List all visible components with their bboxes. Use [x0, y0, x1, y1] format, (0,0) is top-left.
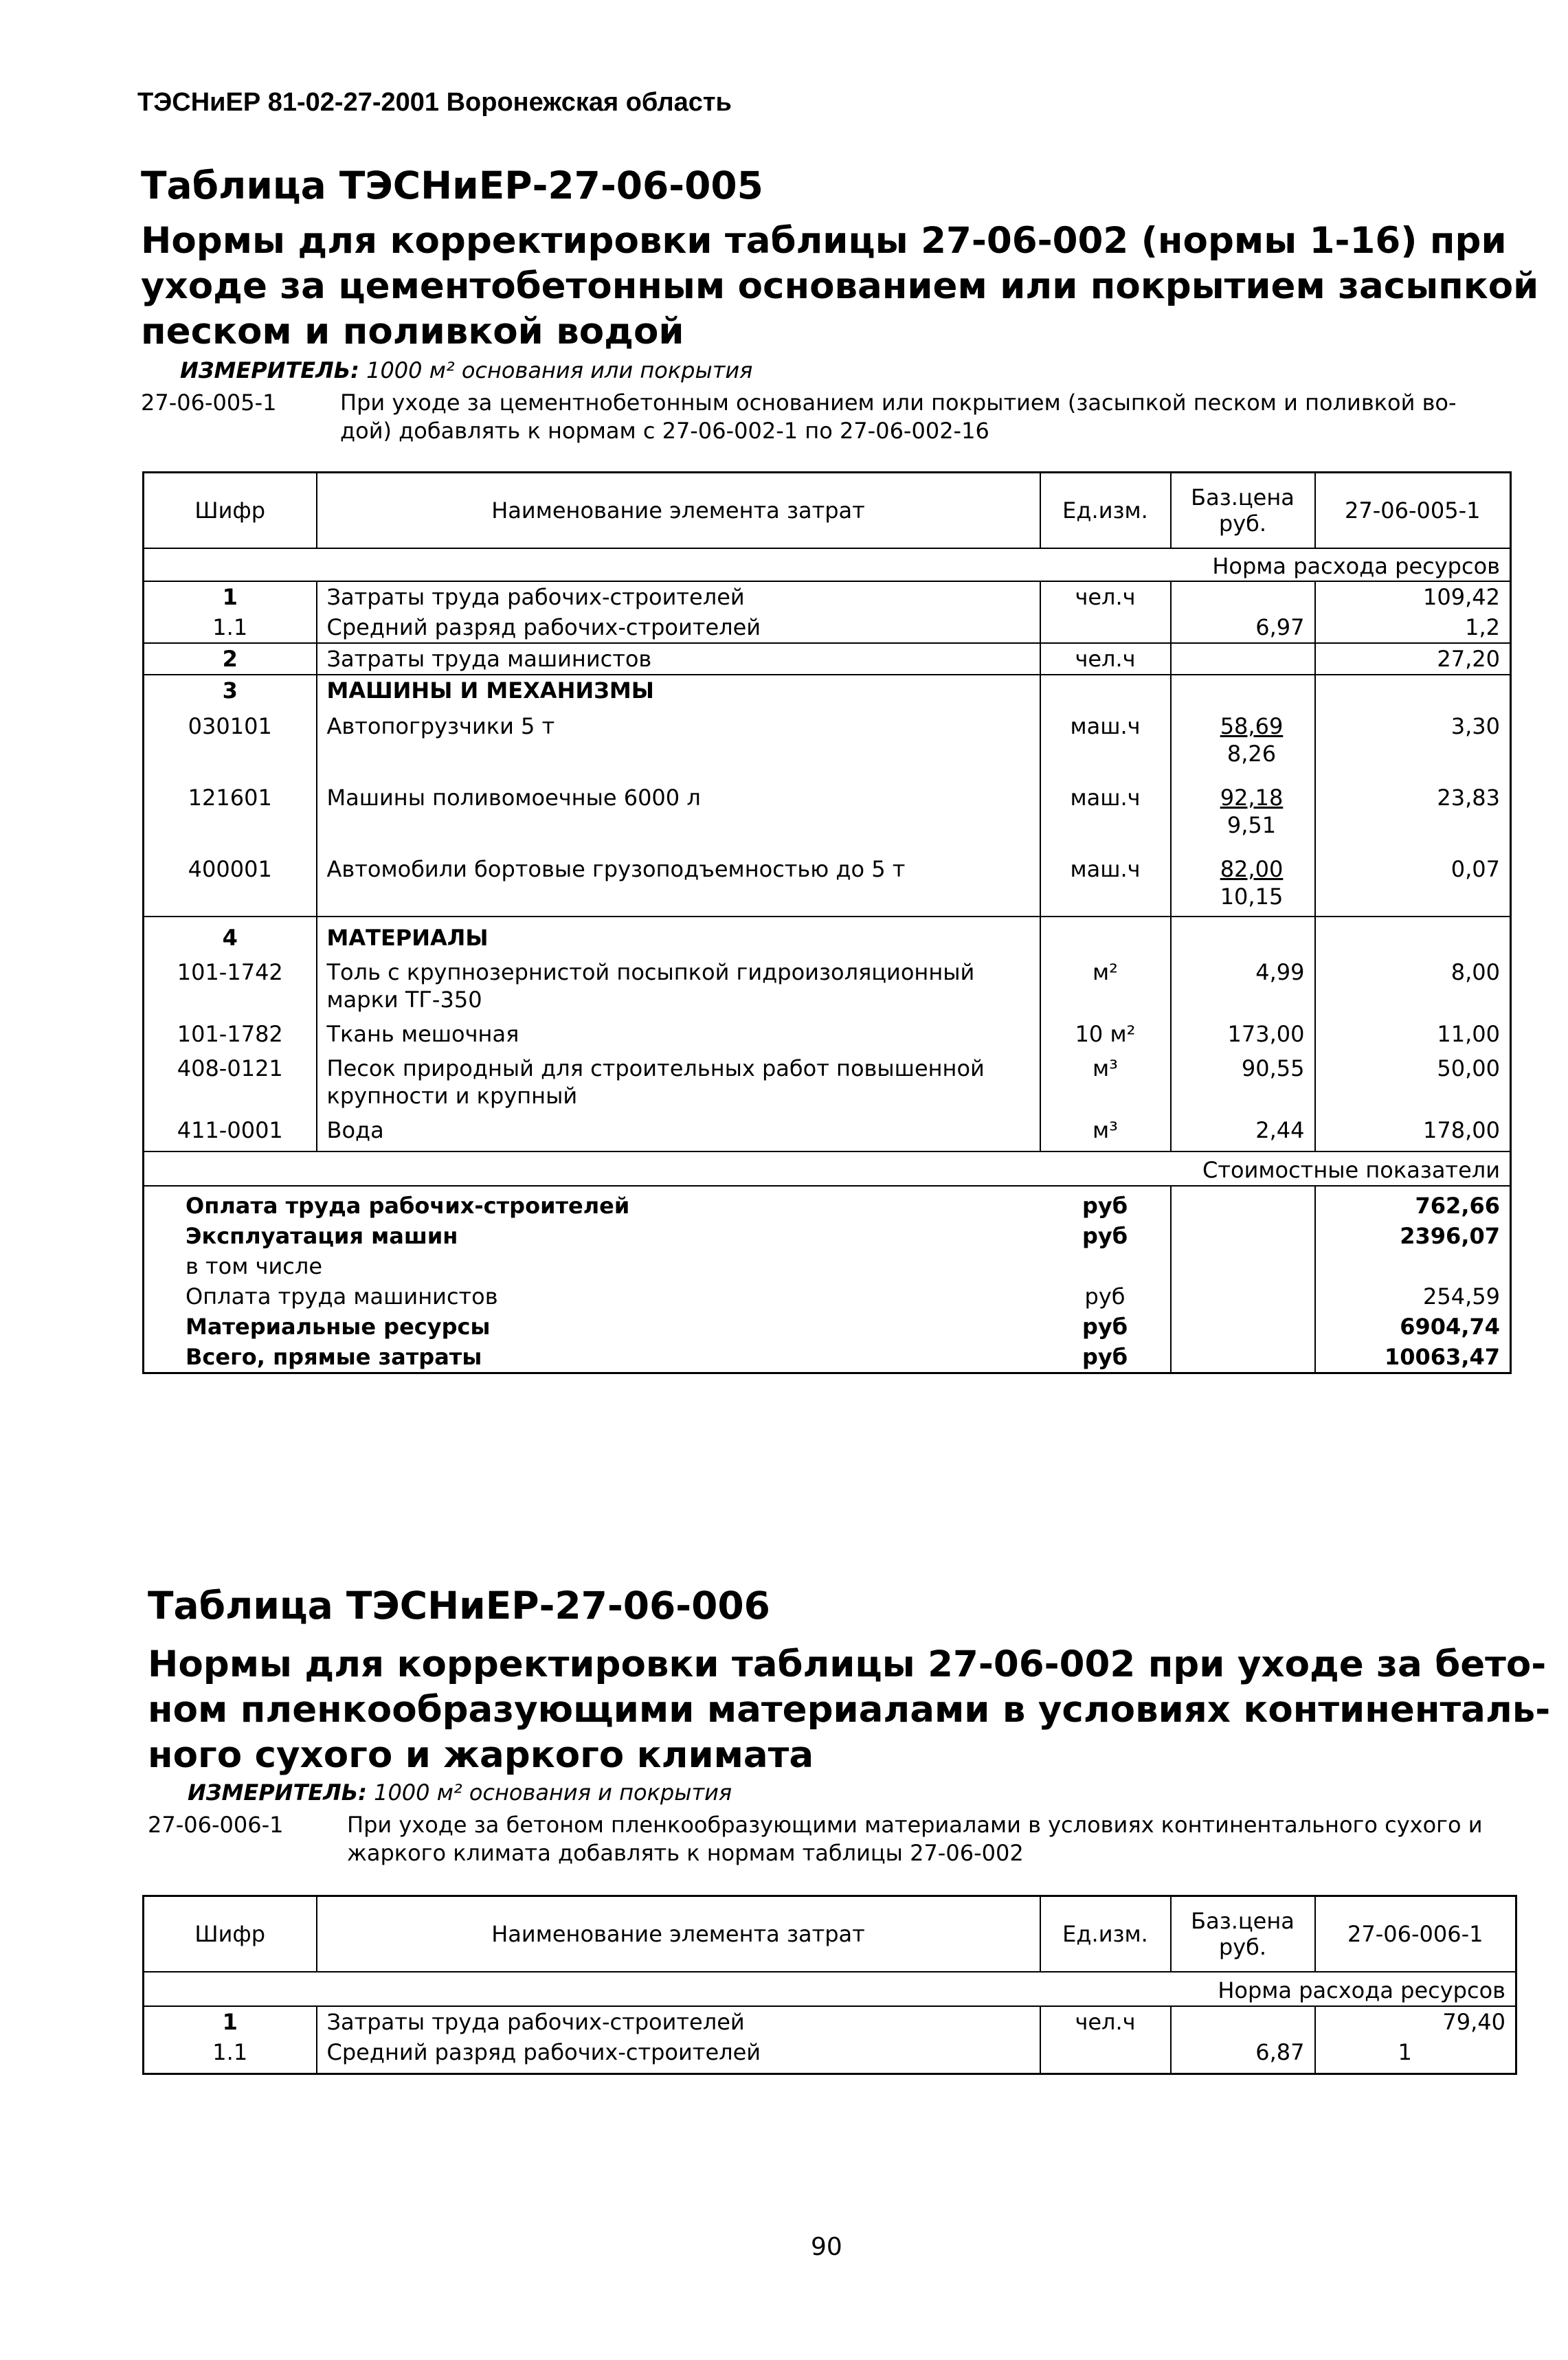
- heading-line: ного сухого и жаркого климата: [148, 1734, 814, 1776]
- measure-text: 1000 м² основания и покрытия: [374, 1779, 732, 1806]
- row-name: МАТЕРИАЛЫ: [317, 917, 1040, 953]
- row-name: Машины поливомоечные 6000 л: [317, 769, 1040, 840]
- col-header-code: Шифр: [144, 473, 317, 549]
- row-name: Ткань мешочная: [317, 1015, 1040, 1049]
- heading-line: ном пленкообразующими материалами в условиях континенталь-: [148, 1689, 1551, 1731]
- cost-label: Всего, прямые затраты: [186, 1344, 482, 1370]
- row-value: 79,40: [1442, 2009, 1505, 2035]
- row-unit: маш.ч: [1040, 769, 1171, 840]
- row-value: 50,00: [1437, 1055, 1500, 1081]
- row-name: Затраты труда рабочих-строителей: [317, 2006, 1040, 2037]
- cost-unit: руб: [1040, 1312, 1171, 1342]
- col-header-price: Баз.цена руб.: [1171, 1896, 1315, 1973]
- row-name: Автомобили бортовые грузоподъемностью до 5 т: [317, 840, 1040, 917]
- cost-value: 254,59: [1423, 1283, 1500, 1310]
- col-header-unit: Ед.изм.: [1040, 473, 1171, 549]
- table2-grid: [142, 1895, 1517, 2075]
- col-header-norm: 27-06-006-1: [1315, 1896, 1516, 1973]
- cost-label: Материальные ресурсы: [186, 1314, 491, 1340]
- row-value: 3,30: [1451, 713, 1500, 739]
- col-header-name: Наименование элемента затрат: [317, 473, 1040, 549]
- row-price: 2,44: [1171, 1111, 1315, 1151]
- row-price: 173,00: [1171, 1015, 1315, 1049]
- col-header-name: Наименование элемента затрат: [317, 1896, 1040, 1973]
- cost-unit: руб: [1040, 1221, 1171, 1251]
- cost-row: [144, 1251, 1511, 1281]
- row-price: 58,69 8,26: [1171, 706, 1315, 769]
- row-name: Толь с крупнозернистой посыпкой гидроизоляционный марки ТГ-350: [317, 953, 1040, 1015]
- measure-label: ИЗМЕРИТЕЛЬ:: [188, 1779, 367, 1806]
- row-code: 101-1782: [144, 1015, 317, 1049]
- row-value: 8,00: [1451, 959, 1500, 985]
- cost-label: Оплата труда машинистов: [186, 1283, 498, 1310]
- row-unit: чел.ч: [1040, 2006, 1171, 2037]
- row-code: 411-0001: [144, 1111, 317, 1151]
- page-number: 90: [811, 2233, 842, 2261]
- row-unit: чел.ч: [1040, 643, 1171, 675]
- note-text: При уходе за цементнобетонным основанием или покрытием (засыпкой песком и поливкой во-дой) добавлять к нормам с 27-06-002-1 по 27-06-002-16: [340, 390, 1457, 444]
- cost-row: [144, 1186, 1511, 1221]
- row-value: 23,83: [1437, 785, 1500, 811]
- note-code: 27-06-006-1: [148, 1812, 284, 1838]
- row-name: Вода: [317, 1111, 1040, 1151]
- row-unit: чел.ч: [1040, 581, 1171, 612]
- row-unit: 10 м²: [1040, 1015, 1171, 1049]
- heading-line: песком и поливкой водой: [141, 311, 684, 352]
- heading-line: Нормы для корректировки таблицы 27-06-002 при уходе за бето-: [148, 1643, 1547, 1685]
- table-row: [144, 2006, 1516, 2037]
- row-unit: маш.ч: [1040, 840, 1171, 917]
- row-code: 4: [144, 917, 317, 953]
- table1-heading: [141, 218, 1538, 355]
- row-unit: [1040, 612, 1171, 643]
- measure-text: 1000 м² основания или покрытия: [366, 357, 753, 383]
- row-name: Средний разряд рабочих-строителей: [317, 612, 1040, 643]
- row-value: 109,42: [1423, 584, 1500, 610]
- col-header-price: Баз.цена руб.: [1171, 473, 1315, 549]
- table-row: [144, 2037, 1516, 2074]
- row-unit: [1040, 2037, 1171, 2074]
- cost-value: 762,66: [1415, 1193, 1500, 1219]
- cost-row: [144, 1281, 1511, 1312]
- row-unit: м²: [1040, 953, 1171, 1015]
- row-value: 1,2: [1315, 612, 1511, 643]
- cost-row: [144, 1221, 1511, 1251]
- row-code: 1.1: [144, 612, 317, 643]
- running-header: ТЭСНиЕР 81-02-27-2001 Воронежская область: [137, 88, 732, 117]
- cost-header: Стоимостные показатели: [144, 1151, 1511, 1186]
- note-code: 27-06-005-1: [141, 390, 277, 416]
- row-value: 11,00: [1437, 1021, 1500, 1047]
- cost-value: 2396,07: [1400, 1223, 1500, 1249]
- row-price: [1171, 643, 1315, 675]
- table-row: [144, 1111, 1511, 1151]
- row-name: Песок природный для строительных работ повышенной крупности и крупный: [317, 1049, 1040, 1111]
- row-name: Затраты труда рабочих-строителей: [317, 581, 1040, 612]
- row-price: [1171, 581, 1315, 612]
- cost-value: 6904,74: [1400, 1314, 1500, 1340]
- heading-line: уходе за цементобетонным основанием или покрытием засыпкой: [141, 265, 1539, 307]
- table-row: [144, 643, 1511, 675]
- row-price: 6,87: [1171, 2037, 1315, 2074]
- row-price: 6,97: [1171, 612, 1315, 643]
- table-row: [144, 1049, 1511, 1111]
- cost-unit: руб: [1040, 1186, 1171, 1221]
- table-row: [144, 769, 1511, 840]
- row-value: 1: [1398, 2039, 1412, 2065]
- table-row: [144, 675, 1511, 706]
- table2-note: [148, 1811, 1508, 1873]
- row-value: 178,00: [1315, 1111, 1511, 1151]
- cost-label: Оплата труда рабочих-строителей: [186, 1193, 630, 1219]
- row-price: [1171, 2006, 1315, 2037]
- measure-label: ИЗМЕРИТЕЛЬ:: [180, 357, 359, 383]
- row-unit: м³: [1040, 1111, 1171, 1151]
- row-code: 1: [144, 581, 317, 612]
- table2-heading: [148, 1642, 1550, 1778]
- row-code: 2: [144, 643, 317, 675]
- table-row: [144, 581, 1511, 612]
- table2-measure: [188, 1779, 732, 1806]
- table1-grid: [142, 471, 1512, 1374]
- cost-unit: руб: [1040, 1342, 1171, 1373]
- table1-title: Таблица ТЭСНиЕР-27-06-005: [141, 164, 763, 207]
- row-code: 1.1: [144, 2037, 317, 2074]
- cost-value: 10063,47: [1384, 1344, 1500, 1370]
- table-row: [144, 840, 1511, 917]
- row-code: 3: [144, 675, 317, 706]
- row-name: МАШИНЫ И МЕХАНИЗМЫ: [317, 675, 1040, 706]
- row-code: 101-1742: [144, 953, 317, 1015]
- table2-title: Таблица ТЭСНиЕР-27-06-006: [148, 1584, 770, 1628]
- col-header-norm: 27-06-005-1: [1315, 473, 1511, 549]
- table1-note: [141, 389, 1494, 451]
- table-row: [144, 917, 1511, 953]
- table-row: [144, 706, 1511, 769]
- row-price: 4,99: [1171, 953, 1315, 1015]
- row-name: Средний разряд рабочих-строителей: [317, 2037, 1040, 2074]
- row-code: 030101: [144, 706, 317, 769]
- row-price: 90,55: [1171, 1049, 1315, 1111]
- subheader: Норма расхода ресурсов: [144, 1972, 1516, 2006]
- note-text: При уходе за бетоном пленкообразующими материалами в условиях континентального сухого и жаркого климата добавлять к нормам таблицы 27-06-002: [347, 1812, 1483, 1866]
- row-unit: м³: [1040, 1049, 1171, 1111]
- row-code: 1: [144, 2006, 317, 2037]
- row-value: 0,07: [1315, 840, 1511, 917]
- row-code: 121601: [144, 769, 317, 840]
- heading-line: Нормы для корректировки таблицы 27-06-002 (нормы 1-16) при: [141, 220, 1507, 262]
- row-code: 408-0121: [144, 1049, 317, 1111]
- subheader: Норма расхода ресурсов: [144, 548, 1511, 581]
- col-header-unit: Ед.изм.: [1040, 1896, 1171, 1973]
- col-header-code: Шифр: [144, 1896, 317, 1973]
- table-row: [144, 1015, 1511, 1049]
- row-price: 82,00 10,15: [1171, 840, 1315, 917]
- row-code: 400001: [144, 840, 317, 917]
- row-price: 92,18 9,51: [1171, 769, 1315, 840]
- table-row: [144, 612, 1511, 643]
- row-value: 27,20: [1315, 643, 1511, 675]
- row-name: Затраты труда машинистов: [317, 643, 1040, 675]
- row-name: Автопогрузчики 5 т: [317, 706, 1040, 769]
- cost-row: [144, 1342, 1511, 1373]
- table-row: [144, 953, 1511, 1015]
- cost-label: Эксплуатация машин: [186, 1223, 458, 1249]
- row-unit: маш.ч: [1040, 706, 1171, 769]
- table1-measure: [180, 357, 752, 383]
- cost-label: в том числе: [186, 1253, 322, 1279]
- cost-unit: руб: [1040, 1281, 1171, 1312]
- cost-row: [144, 1312, 1511, 1342]
